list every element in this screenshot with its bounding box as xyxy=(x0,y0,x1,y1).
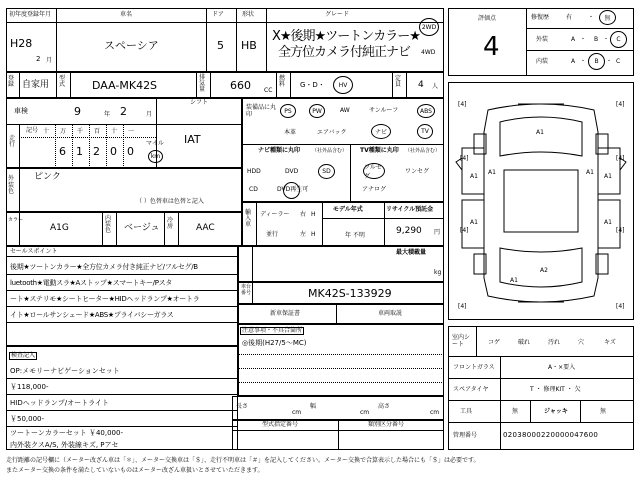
import-dealer: ディーラー xyxy=(260,211,290,218)
dmg-mark-lfd: A1 xyxy=(470,173,478,180)
footer-line-2: またメーター交換の条件を満たしていないものはメーター改ざん車扱いとさせていただきます。 xyxy=(6,467,264,474)
drive-2wd-circle: 2WD xyxy=(419,18,439,36)
max-load-label: 最大積載量 xyxy=(396,249,427,256)
room-stain: 汚れ xyxy=(548,339,561,346)
equip-airbag: エアバック xyxy=(317,129,347,136)
first-reg-era: H28 xyxy=(10,37,33,50)
recycle-amount: 9,290 xyxy=(396,226,422,236)
cc-unit: CC xyxy=(264,87,273,94)
dmg-mark-rrd: A1 xyxy=(604,219,612,226)
jack: 無 xyxy=(600,408,607,415)
sales-line-3: ート★ステリモ★シートヒーター★HIDヘッドランプ★オートラ xyxy=(10,295,200,303)
option-line-1: OP:メモリーナビゲーションセット xyxy=(10,367,120,375)
svg-text:[4]: [4] xyxy=(616,155,625,162)
dmg-mark-rear: A1 xyxy=(510,277,518,284)
sales-line-2: luetooth★電動スラ★Aストップ★スマートキー/Pスタ xyxy=(10,279,173,287)
import-left: 左 xyxy=(300,231,307,238)
option-line-5: ツートーンカラーセット ￥40,000- xyxy=(10,429,123,437)
exterior-sep1: ・ xyxy=(580,36,587,43)
new-warranty: 新車保証書 xyxy=(270,310,301,317)
capacity: 4 xyxy=(418,80,424,90)
repair-no-circle: 無 xyxy=(599,10,616,25)
mgmt-number: 02038000220000047600 xyxy=(503,431,599,439)
exterior-b: B xyxy=(594,36,599,43)
tools: 無 xyxy=(512,408,519,415)
recycle-label: リサイクル預託金 xyxy=(386,206,434,213)
inspection-month-unit: 月 xyxy=(146,111,153,118)
equip-leather: 本革 xyxy=(284,129,297,136)
digit-header: 百 xyxy=(94,128,101,135)
exterior-sep2: ・ xyxy=(603,36,610,43)
room-hole: 穴 xyxy=(578,339,585,346)
inspection-year: 9 xyxy=(74,105,81,118)
nav-hdd: HDD xyxy=(247,168,261,175)
interior-a: A xyxy=(571,58,576,65)
shift-label: シフト xyxy=(190,99,209,106)
car-diagram xyxy=(448,82,634,320)
tv-analog: アナログ xyxy=(362,186,387,193)
dims-row xyxy=(232,396,444,420)
nav-cd: CD xyxy=(249,186,258,193)
displacement-label: 排気量 xyxy=(199,74,206,93)
option-line-4: ￥50,000- xyxy=(10,415,45,423)
repair-yes: 有 xyxy=(566,14,573,21)
fuel-options: G・D・ xyxy=(300,81,325,89)
equip-tv-circle: TV xyxy=(417,124,433,139)
tv-oneseg: ワンセグ xyxy=(405,168,430,175)
mile-unit: マイル xyxy=(146,140,164,147)
class-no-label: 類別区分番号 xyxy=(368,421,405,428)
spare: T ・ 修理KIT ・ 欠 xyxy=(530,386,581,393)
import-h-left: H xyxy=(311,231,316,238)
interior-color: ベージュ xyxy=(124,223,160,233)
footer-line-1: 走行距離の記号欄に（メーター改ざん車は「＊」、メーター交換車は「＄」、走行不明車は「＃」を記入してください。メーター交換で合算表示した場合にも「＄」は必要です。 xyxy=(6,457,480,464)
manual: 車両取説 xyxy=(378,310,403,317)
grade-label: グレード xyxy=(325,11,350,18)
nav-dvd: DVD xyxy=(285,168,299,175)
options-label: 検査記入 xyxy=(11,352,36,359)
repair-sep: ・ xyxy=(588,14,595,21)
svg-text:[4]: [4] xyxy=(460,227,469,234)
grade-line2: 全方位カメラ付純正ナビ xyxy=(278,45,411,60)
import-parallel: 並行 xyxy=(266,231,279,238)
model-name: スペーシア xyxy=(104,39,159,52)
doors: 5 xyxy=(217,39,224,52)
interior-color-label: 内装色 xyxy=(105,215,112,234)
tv-fullseg-circle: フルセグ xyxy=(363,163,385,179)
dmg-mark-hood: A1 xyxy=(536,129,544,136)
max-load-kg: kg xyxy=(434,269,442,276)
exterior-label: 外装 xyxy=(536,36,549,43)
room-burn: コゲ xyxy=(488,339,501,346)
equip-pw-circle: PW xyxy=(309,104,325,118)
room-scratch: キズ xyxy=(604,339,616,346)
import-right: 右 xyxy=(300,211,307,218)
sales-line-4: イト★ロールサンシェード★ABS★プライバシーガラス xyxy=(10,311,174,319)
svg-text:[4]: [4] xyxy=(460,155,469,162)
interior-c: C xyxy=(616,58,621,65)
score-label: 評価点 xyxy=(478,15,497,22)
record-label: 記号 xyxy=(26,127,39,134)
room-seat-label: 室内シート xyxy=(452,334,471,349)
first-reg-label: 初年度登録年月 xyxy=(9,11,52,18)
import-h-right: H xyxy=(311,211,316,218)
equip-aw: AW xyxy=(340,107,350,114)
svg-text:[4]: [4] xyxy=(616,101,625,108)
inspection-month: 2 xyxy=(120,105,127,118)
recycle-yen: 円 xyxy=(434,229,441,236)
model-year-label: モデル年式 xyxy=(333,206,363,213)
ac-label: 冷房 xyxy=(167,217,174,230)
odometer-digit: 2 xyxy=(93,145,100,158)
grade-line1: X★後期★ツートンカラー★ xyxy=(272,29,420,44)
color-code-label: カラー xyxy=(8,217,24,223)
inspection-year-unit: 年 xyxy=(104,111,111,118)
displacement: 660 xyxy=(230,79,251,92)
windshield-label: フロントガラス xyxy=(453,364,495,371)
width-label: 幅 xyxy=(310,403,317,410)
digit-header: 十 xyxy=(111,128,118,135)
exterior-a: A xyxy=(571,36,576,43)
dmg-mark-lrd: A1 xyxy=(470,219,478,226)
nav-dvd-play: DVD再生可 xyxy=(277,186,309,193)
equip-ps-circle: PS xyxy=(280,104,296,118)
odometer-digit: 0 xyxy=(110,145,117,158)
sales-line-1: 後期★ツートンカラー★全方位カメラ付き純正ナビ/フルセグ/B xyxy=(10,263,198,271)
odometer-digit: 0 xyxy=(127,145,134,158)
interior-b-circle: B xyxy=(588,53,605,70)
svg-text:[4]: [4] xyxy=(458,303,467,310)
capacity-unit: 人 xyxy=(432,83,439,90)
nav-dvd-play-circle xyxy=(283,182,300,199)
height-label: 高さ xyxy=(378,403,391,410)
svg-text:[4]: [4] xyxy=(616,303,625,310)
reg-type: 自家用 xyxy=(22,80,50,90)
svg-text:[4]: [4] xyxy=(458,101,467,108)
exterior-color-label: 外装色 xyxy=(8,175,15,196)
month-unit: 月 xyxy=(46,57,53,64)
length-label: 長さ xyxy=(236,403,249,410)
odometer-digit: 1 xyxy=(76,145,83,158)
km-circle: km xyxy=(148,150,163,163)
color-code: A1G xyxy=(50,223,69,233)
mgmt-label: 管理番号 xyxy=(453,432,478,439)
option-line-3: HIDヘッドランプ/オートライト xyxy=(10,399,109,407)
shift: IAT xyxy=(184,133,201,146)
length-cm: cm xyxy=(292,409,302,416)
model-name-label: 車名 xyxy=(120,11,133,18)
notes-text: ◎後期(H27/5～MC) xyxy=(242,339,307,347)
notes-label: 注意事項・不具合箇所 xyxy=(242,327,303,334)
digit-header: 万 xyxy=(60,128,67,135)
capacity-label: 定員 xyxy=(395,75,402,88)
dmg-mark-rf: A1 xyxy=(586,169,594,176)
nav-sd-circle: SD xyxy=(318,164,335,179)
inspection-label: 車検 xyxy=(14,107,28,115)
option-line-6: 内外装クスA/S, 外装線キズ, Pアセ xyxy=(10,441,119,449)
width-cm: cm xyxy=(360,409,370,416)
svg-text:[4]: [4] xyxy=(616,227,625,234)
windshield: A・×要入 xyxy=(548,364,576,371)
exterior-color: ピンク xyxy=(34,172,61,182)
model-type: DAA-MK42S xyxy=(92,79,158,92)
digit-header: 十 xyxy=(43,128,50,135)
tools-label: 工具 xyxy=(460,408,473,415)
reg-label: 登録 xyxy=(8,75,15,88)
sales-label: セールスポイント xyxy=(10,248,58,255)
color-note: （ ）色替車は色替と記入 xyxy=(136,198,204,205)
height-cm: cm xyxy=(430,409,440,416)
room-tear: 破れ xyxy=(518,339,531,346)
import-label: 輸入車 xyxy=(245,209,252,228)
dmg-mark-tail: A2 xyxy=(540,267,548,274)
fuel-hv-circle: HV xyxy=(333,76,353,94)
exterior-c-circle: C xyxy=(610,31,627,48)
shape: HB xyxy=(241,39,257,52)
shape-label: 形状 xyxy=(242,11,255,18)
tv-type-header: TV種類に丸印 xyxy=(360,147,399,154)
repair-label: 修復歴 xyxy=(531,14,550,21)
mileage-label: 走行 xyxy=(9,135,16,148)
jack-label: ジャッキ xyxy=(544,408,568,415)
equip-sunroof: サンルーフ xyxy=(369,107,399,114)
type-no-label: 型式指定番号 xyxy=(262,421,299,428)
tv-type-note: （社外品含む） xyxy=(405,148,441,154)
odometer-digit: 6 xyxy=(59,145,66,158)
spare-label: スペアタイヤ xyxy=(453,386,489,393)
drive-4wd: 4WD xyxy=(421,49,436,56)
fuel-label: 燃料 xyxy=(279,75,286,88)
dmg-mark-lf: A1 xyxy=(488,169,496,176)
interior-sep2: ・ xyxy=(606,58,613,65)
reg-row xyxy=(6,72,444,98)
nav-type-header: ナビ種類に丸印 xyxy=(258,147,301,154)
model-year: 年 不明 xyxy=(345,232,365,239)
door-label: ドア xyxy=(212,11,224,18)
digit-header: 一 xyxy=(128,128,135,135)
chassis-number: MK42S-133929 xyxy=(308,287,392,300)
equip-navi-circle: ナビ xyxy=(371,124,391,139)
digit-header: 千 xyxy=(77,128,84,135)
type-label: 型式 xyxy=(59,75,66,88)
first-reg-month: 2 xyxy=(36,55,41,63)
ac: AAC xyxy=(196,223,215,233)
docs-row xyxy=(238,304,444,324)
nav-type-note: （社外品含む） xyxy=(312,148,348,154)
interior-sep1: ・ xyxy=(580,58,587,65)
equip-abs-circle: ABS xyxy=(417,104,435,118)
score-value: 4 xyxy=(483,32,500,62)
equipment-label: 装備品に丸印 xyxy=(246,104,277,119)
dmg-mark-rfd: A1 xyxy=(604,173,612,180)
interior-label: 内装 xyxy=(536,58,549,65)
option-line-2: ￥118,000- xyxy=(10,383,49,391)
chassis-label: 車台番号 xyxy=(241,284,252,296)
